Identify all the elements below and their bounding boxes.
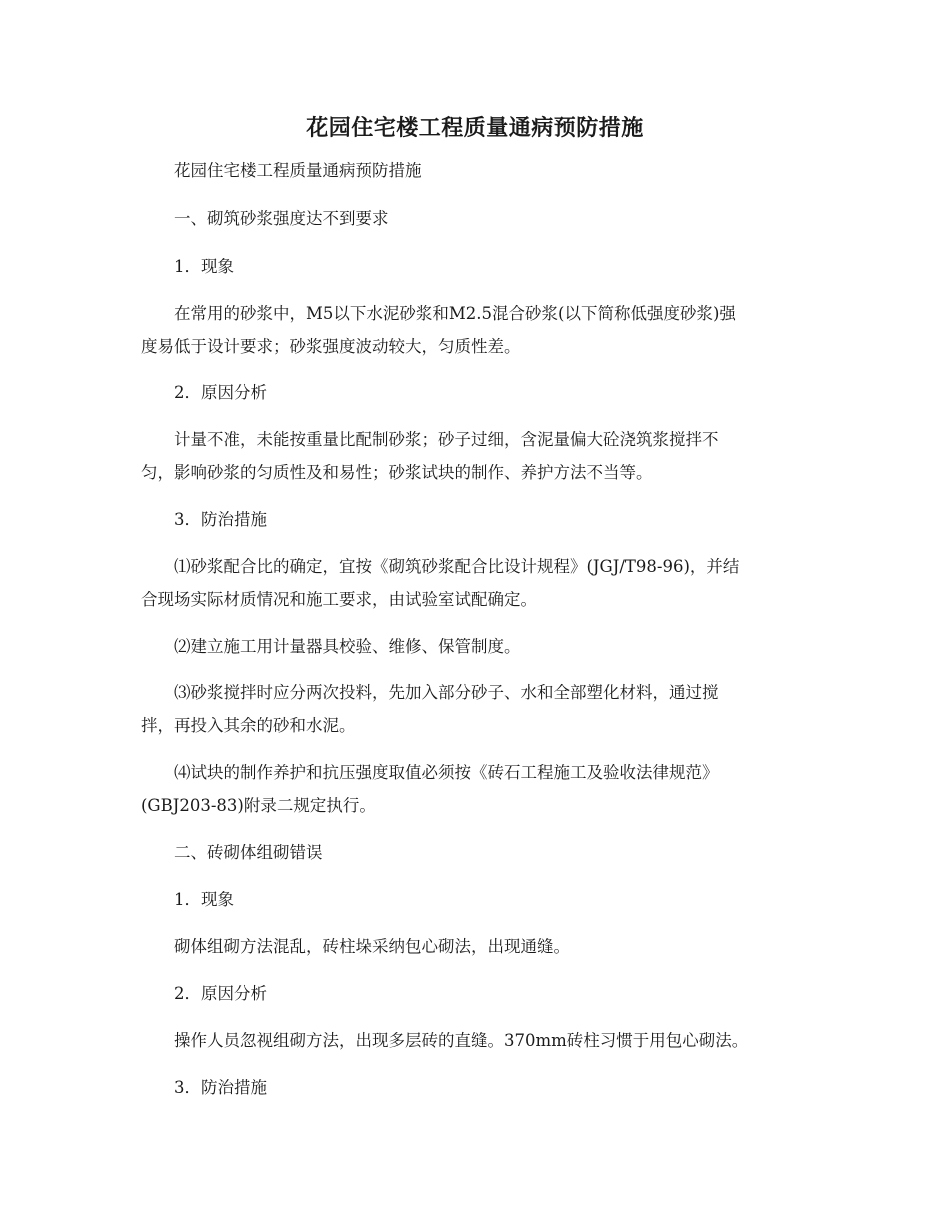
paragraph-line: 操作人员忽视组砌方法，出现多层砖的直缝。370mm砖柱习惯于用包心砌法。 bbox=[174, 1031, 749, 1050]
paragraph-subtitle: 花园住宅楼工程质量通病预防措施 bbox=[174, 161, 422, 180]
list-item-line: ⑴砂浆配合比的确定，宜按《砌筑砂浆配合比设计规程》(JGJ/T98-96)，并结 bbox=[174, 557, 740, 576]
subheading-measures: 3．防治措施 bbox=[174, 1078, 267, 1097]
paragraph-line: 匀，影响砂浆的匀质性及和易性；砂浆试块的制作、养护方法不当等。 bbox=[141, 463, 653, 482]
list-item-line: 拌，再投入其余的砂和水泥。 bbox=[141, 716, 356, 735]
section-heading-1: 一、砌筑砂浆强度达不到要求 bbox=[174, 209, 389, 228]
list-item-line: (GBJ203-83)附录二规定执行。 bbox=[141, 796, 376, 815]
list-item-line: ⑶砂浆搅拌时应分两次投料，先加入部分砂子、水和全部塑化材料，通过搅 bbox=[174, 683, 719, 702]
list-item-line: ⑵建立施工用计量器具校验、维修、保管制度。 bbox=[174, 637, 521, 656]
list-item-line: ⑷试块的制作养护和抗压强度取值必须按《砖石工程施工及验收法律规范》 bbox=[174, 763, 719, 782]
subheading-measures: 3．防治措施 bbox=[174, 510, 267, 529]
paragraph-line: 度易低于设计要求；砂浆强度波动较大，匀质性差。 bbox=[141, 337, 521, 356]
paragraph-line: 砌体组砌方法混乱，砖柱垛采纳包心砌法，出现通缝。 bbox=[174, 937, 570, 956]
subheading-phenomenon: 1．现象 bbox=[174, 890, 234, 909]
subheading-cause: 2．原因分析 bbox=[174, 984, 267, 1003]
section-heading-2: 二、砖砌体组砌错误 bbox=[174, 843, 323, 862]
paragraph-line: 计量不准，未能按重量比配制砂浆；砂子过细，含泥量偏大砼浇筑浆搅拌不 bbox=[174, 430, 719, 449]
subheading-phenomenon: 1．现象 bbox=[174, 257, 234, 276]
document-title: 花园住宅楼工程质量通病预防措施 bbox=[306, 115, 644, 141]
list-item-line: 合现场实际材质情况和施工要求，由试验室试配确定。 bbox=[141, 590, 537, 609]
paragraph-line: 在常用的砂浆中，M5以下水泥砂浆和M2.5混合砂浆(以下简称低强度砂浆)强 bbox=[174, 304, 736, 323]
subheading-cause: 2．原因分析 bbox=[174, 383, 267, 402]
